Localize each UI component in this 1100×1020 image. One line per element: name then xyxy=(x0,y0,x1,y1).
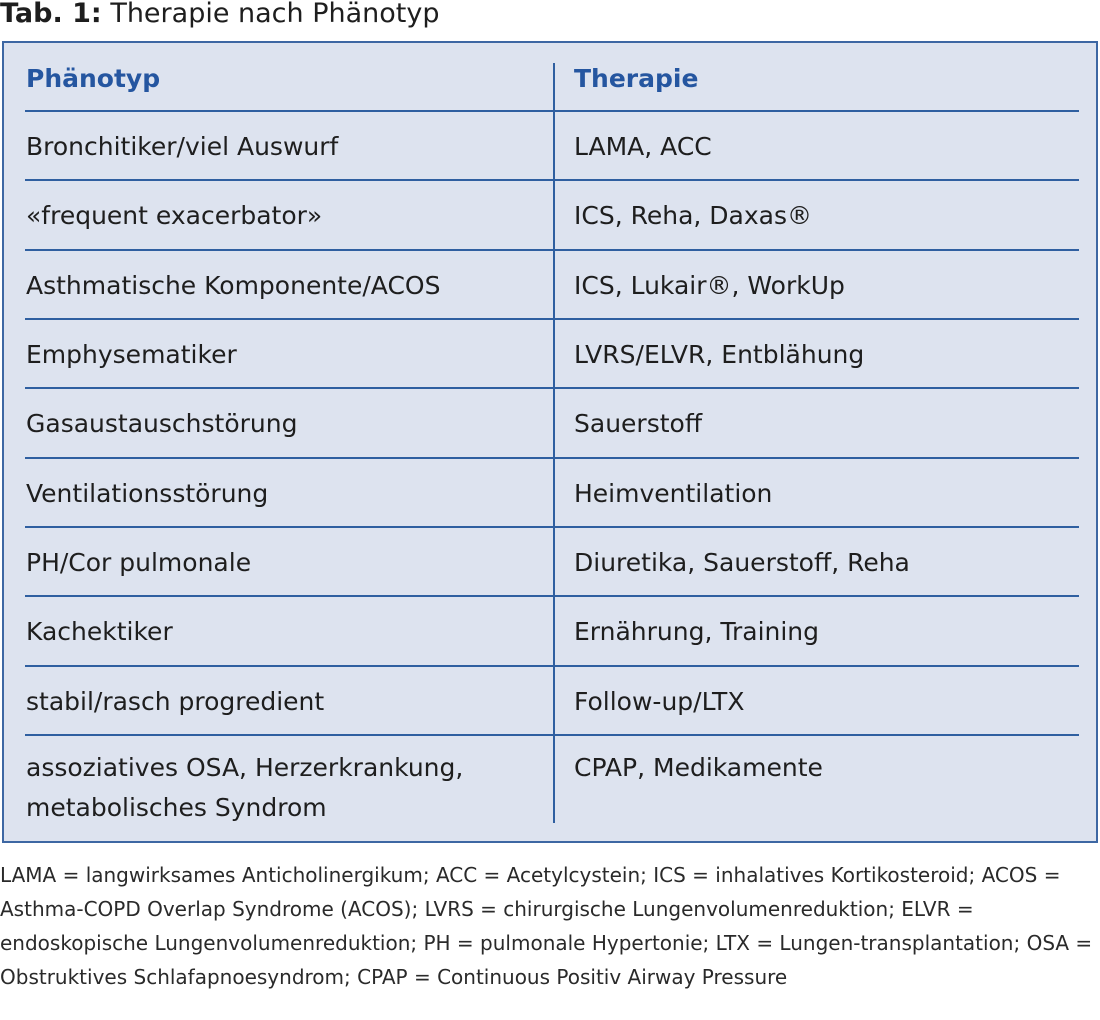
cell-therapy: ICS, Lukair®, WorkUp xyxy=(574,271,845,300)
row-divider xyxy=(25,526,1079,528)
row-divider xyxy=(25,387,1079,389)
cell-phenotype: assoziatives OSA, Herzerkrankung, metabolisches Syndrom xyxy=(26,753,464,822)
cell-phenotype: stabil/rasch progredient xyxy=(26,687,325,716)
cell-phenotype: Emphysematiker xyxy=(26,340,237,369)
header-phaenotyp: Phänotyp xyxy=(26,64,161,93)
row-divider xyxy=(25,249,1079,251)
cell-therapy: CPAP, Medikamente xyxy=(574,753,823,782)
row-divider xyxy=(25,179,1079,181)
row-divider xyxy=(25,318,1079,320)
table-caption xyxy=(0,0,440,32)
cell-phenotype: Bronchitiker/viel Auswurf xyxy=(26,132,339,161)
row-divider xyxy=(25,110,1079,112)
table-caption-title: Therapie nach Phänotyp xyxy=(110,0,440,29)
column-divider xyxy=(553,63,555,823)
cell-phenotype: Asthmatische Komponente/ACOS xyxy=(26,271,441,300)
row-divider xyxy=(25,665,1079,667)
cell-therapy: LVRS/ELVR, Entblähung xyxy=(574,340,865,369)
cell-therapy: Diuretika, Sauerstoff, Reha xyxy=(574,548,910,577)
cell-therapy: LAMA, ACC xyxy=(574,132,712,161)
table-footnote: LAMA = langwirksames Anticholinergikum; ACC = Acetylcystein; ICS = inhalatives Kortikosteroid; ACOS = Asthma-COPD Overlap Syndrome (ACOS); LVRS = chirurgische Lungenvolumenreduktion; ELVR = endoskopische Lungenvolumenreduktion; PH = pulmonale Hypertonie; LTX = Lungen-transplantation; OSA = Obstruktives Schlafapnoesyndrom; CPAP = Continuous Positiv Airway Pressure xyxy=(0,863,1093,989)
table-caption-label: Tab. 1: xyxy=(0,0,102,29)
row-divider xyxy=(25,595,1079,597)
phenotype-therapy-table xyxy=(2,41,1098,843)
cell-therapy: Heimventilation xyxy=(574,479,773,508)
row-divider xyxy=(25,734,1079,736)
header-therapie: Therapie xyxy=(574,64,699,93)
cell-phenotype: Ventilationsstörung xyxy=(26,479,269,508)
cell-phenotype: Kachektiker xyxy=(26,617,173,646)
cell-therapy: ICS, Reha, Daxas® xyxy=(574,201,812,230)
cell-therapy: Sauerstoff xyxy=(574,409,703,438)
cell-therapy: Ernährung, Training xyxy=(574,617,820,646)
cell-phenotype: «frequent exacerbator» xyxy=(26,201,323,230)
cell-therapy: Follow-up/LTX xyxy=(574,687,745,716)
cell-phenotype: PH/Cor pulmonale xyxy=(26,548,252,577)
cell-phenotype: Gasaustauschstörung xyxy=(26,409,298,438)
row-divider xyxy=(25,457,1079,459)
